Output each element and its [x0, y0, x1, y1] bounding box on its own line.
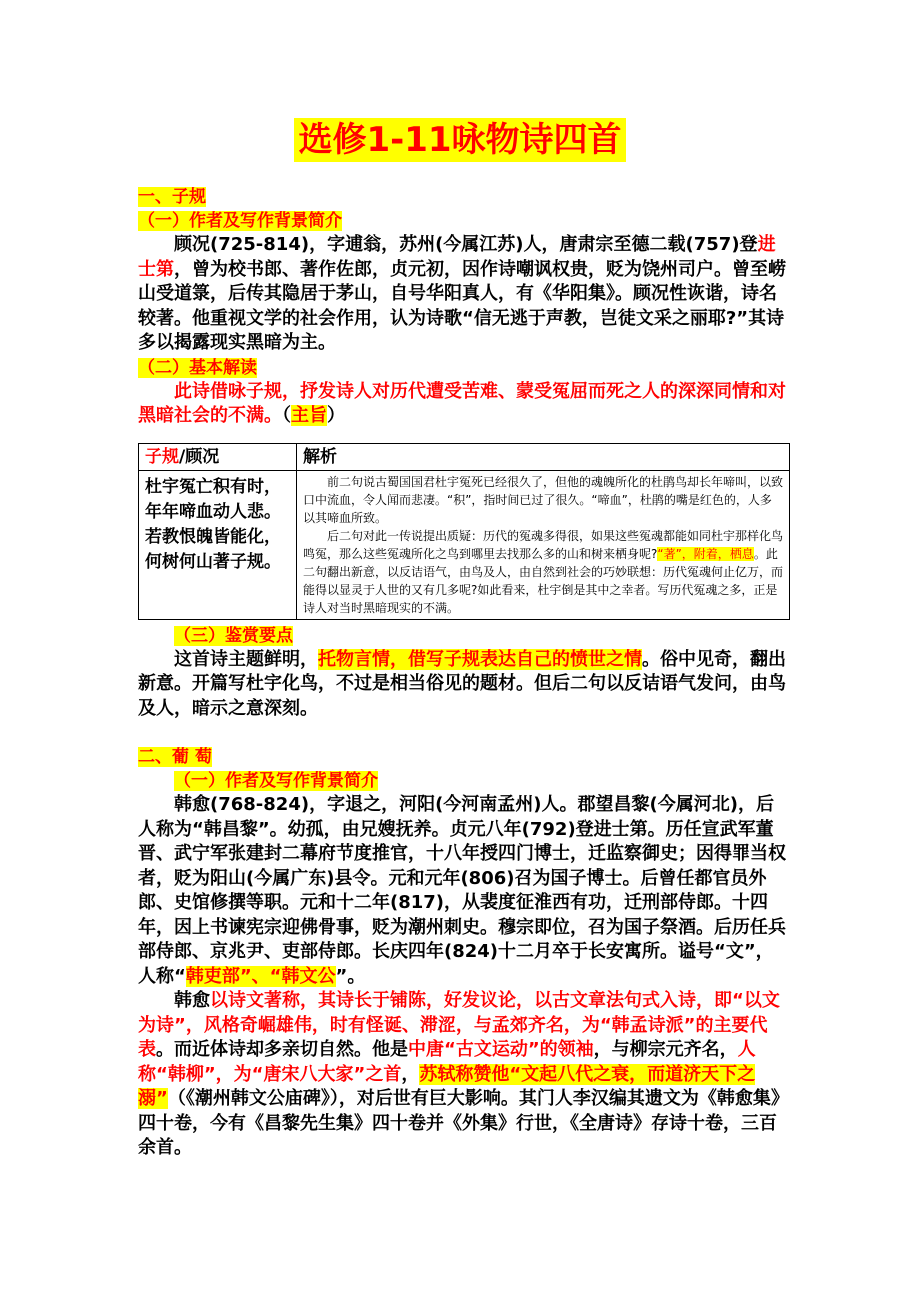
subheading-basic-reading: [138, 356, 788, 380]
paragraph-author-gukuang: [138, 233, 788, 356]
table-row: [139, 470, 790, 619]
subheading-author-2: [138, 769, 788, 793]
section-heading-zigui: [138, 185, 788, 209]
text-run-red: 中唐“古文运动”的领袖: [408, 1039, 594, 1060]
text-run-red: 人称“韩柳”，为“唐宋八大家”之首: [138, 1039, 756, 1085]
text-run: 。此二句翻出新意，以反诘语气，由鸟及人，由自然到社会的巧妙联想：历代冤魂何止亿万，而能得以显灵于人世的又有几多呢?如此看来，杜宇倒是其中之幸者。写历代冤魂之多，正是诗人对当时黑暗现实的不满。: [303, 546, 784, 615]
text-run: 。而近体诗却多亲切自然。他是: [156, 1039, 408, 1060]
text-run-highlight: “著”，附着，栖息: [657, 546, 754, 561]
subheading-text: （三）鉴赏要点: [174, 625, 293, 646]
text-run-highlight: 韩吏部”、“韩文公: [185, 965, 336, 987]
header-poem-author: /顾况: [179, 446, 220, 467]
paragraph-theme: [138, 380, 788, 429]
poem-line: 杜宇冤亡积有时，: [145, 476, 281, 497]
analysis-paragraph: 前二句说古蜀国国君杜宇冤死已经很久了，但他的魂魄所化的杜鹃鸟却长年啼叫，以致口中流血，令人闻而悲凄。“积”，指时间已过了很久。“啼血”，杜鹃的嘴是红色的，人多以其啼血所致。: [303, 474, 784, 525]
page-title: 选修1-11咏物诗四首: [294, 118, 625, 162]
header-poem-title: 子规: [145, 446, 179, 467]
analysis-paragraph: [303, 527, 783, 617]
text-run: ”。: [335, 965, 366, 987]
header-analysis: 解析: [297, 443, 790, 470]
poem-line: 若教恨魄皆能化，: [145, 526, 281, 547]
poem-table: [138, 443, 790, 620]
paragraph-hanyu-literature: [138, 989, 788, 1161]
text-run-highlight: 托物言情，借写子规表达自己的愤世之情: [318, 648, 642, 670]
heading-text: 二、葡 萄: [138, 747, 212, 767]
text-run: ，与柳宗元齐名，: [593, 1039, 738, 1060]
section-heading-putao: [138, 745, 788, 769]
document-body: [138, 185, 788, 1161]
text-run: 。俗中见奇，翻出新意。开篇写杜宇化鸟，不过是相当俗见的题材。但后二句以反诘语气发问，由鸟及人，暗示之意深刻。: [138, 648, 786, 719]
theme-tag: 主旨: [291, 405, 327, 426]
text-run: ）: [327, 405, 345, 426]
text-run-red: 以诗文著称，其诗长于铺陈，好发议论，以古文章法句式入诗，即“以文为诗”，风格奇崛雄伟，时有怪诞、滞涩，与孟郊齐名，为“韩孟诗派”的主要代表: [138, 990, 780, 1060]
text-run: ，曾为校书郎、著作佐郎，贞元初，因作诗嘲讽权贵，贬为饶州司户。曾至崂山受道箓，后传其隐居于茅山，自号华阳真人，有《华阳集》。顾况性诙谐，诗名较著。他重视文学的社会作用，认为诗歌“信无逃于声教，岂徒文采之丽耶?”其诗多以揭露现实黑暗为主。: [138, 258, 786, 353]
analysis-cell: [297, 470, 790, 619]
text-run: 后二句对此一传说提出质疑：历代的冤魂多得很，如果这些冤魂都能如同杜宇那样化鸟鸣冤，那么这些冤魂所化之鸟到哪里去找那么多的山和树来栖身呢?: [303, 528, 784, 561]
text-run: 韩愈: [174, 990, 210, 1011]
title-wrap: [0, 118, 920, 162]
subheading-text: （一）作者及写作背景简介: [174, 771, 378, 791]
subheading-text: （一）作者及写作背景简介: [138, 211, 342, 231]
subheading-appreciation: [138, 624, 788, 648]
text-run: 这首诗主题鲜明，: [174, 648, 318, 670]
header-poem: [139, 443, 297, 470]
text-run: 顾况(725-814)，字逋翁，苏州(今属江苏)人，唐肃宗至德二载(757)登: [174, 234, 758, 255]
text-run-red: 进士第: [138, 234, 776, 280]
text-run: （《潮州韩文公庙碑》），对后世有巨大影响。其门人李汉编其遗文为《韩愈集》四十卷，今有《昌黎先生集》四十卷并《外集》行世，《全唐诗》存诗十卷，三百余首。: [138, 1088, 780, 1158]
text-run-highlight: 苏轼称赞他“文起八代之衰，而道济天下之溺”: [138, 1063, 756, 1109]
subheading-author-1: [138, 209, 788, 233]
section-gap: [138, 721, 788, 745]
heading-text: 一、子规: [138, 187, 206, 207]
text-run: ，: [401, 1063, 420, 1085]
poem-lines: [139, 470, 297, 619]
poem-line: 年年啼血动人悲。: [145, 501, 281, 522]
poem-line: 何树何山著子规。: [145, 551, 281, 572]
paragraph-appreciation: [138, 648, 788, 722]
subheading-text: （二）基本解读: [138, 357, 257, 378]
text-run: （: [282, 405, 291, 426]
text-run-red: 此诗借咏子规，抒发诗人对历代遭受苦难、蒙受冤屈而死之人的深深同情和对黑暗社会的不满。: [138, 380, 786, 426]
text-run: 韩愈(768-824)，字退之，河阳(今河南孟州)人。郡望昌黎(今属河北)，后人称为“韩昌黎”。幼孤，由兄嫂抚养。贞元八年(792)登进士第。历任宣武军董晋、武宁军张建封二幕府节度推官，十八年授四门博士，迁监察御史；因得罪当权者，贬为阳山(今属广东)县令。元和元年(806)召为国子博士。后曾任都官员外郎、史馆修撰等职。元和十二年(817)，从裴度征淮西有功，迁刑部侍郎。十四年，因上书谏宪宗迎佛骨事，贬为潮州刺史。穆宗即位，召为国子祭酒。后历任兵部侍郎、京兆尹、吏部侍郎。长庆四年(824)十二月卒于长安寓所。谥号“文”，人称“: [138, 794, 786, 987]
table-header-row: [139, 443, 790, 470]
paragraph-author-hanyu: [138, 793, 788, 989]
